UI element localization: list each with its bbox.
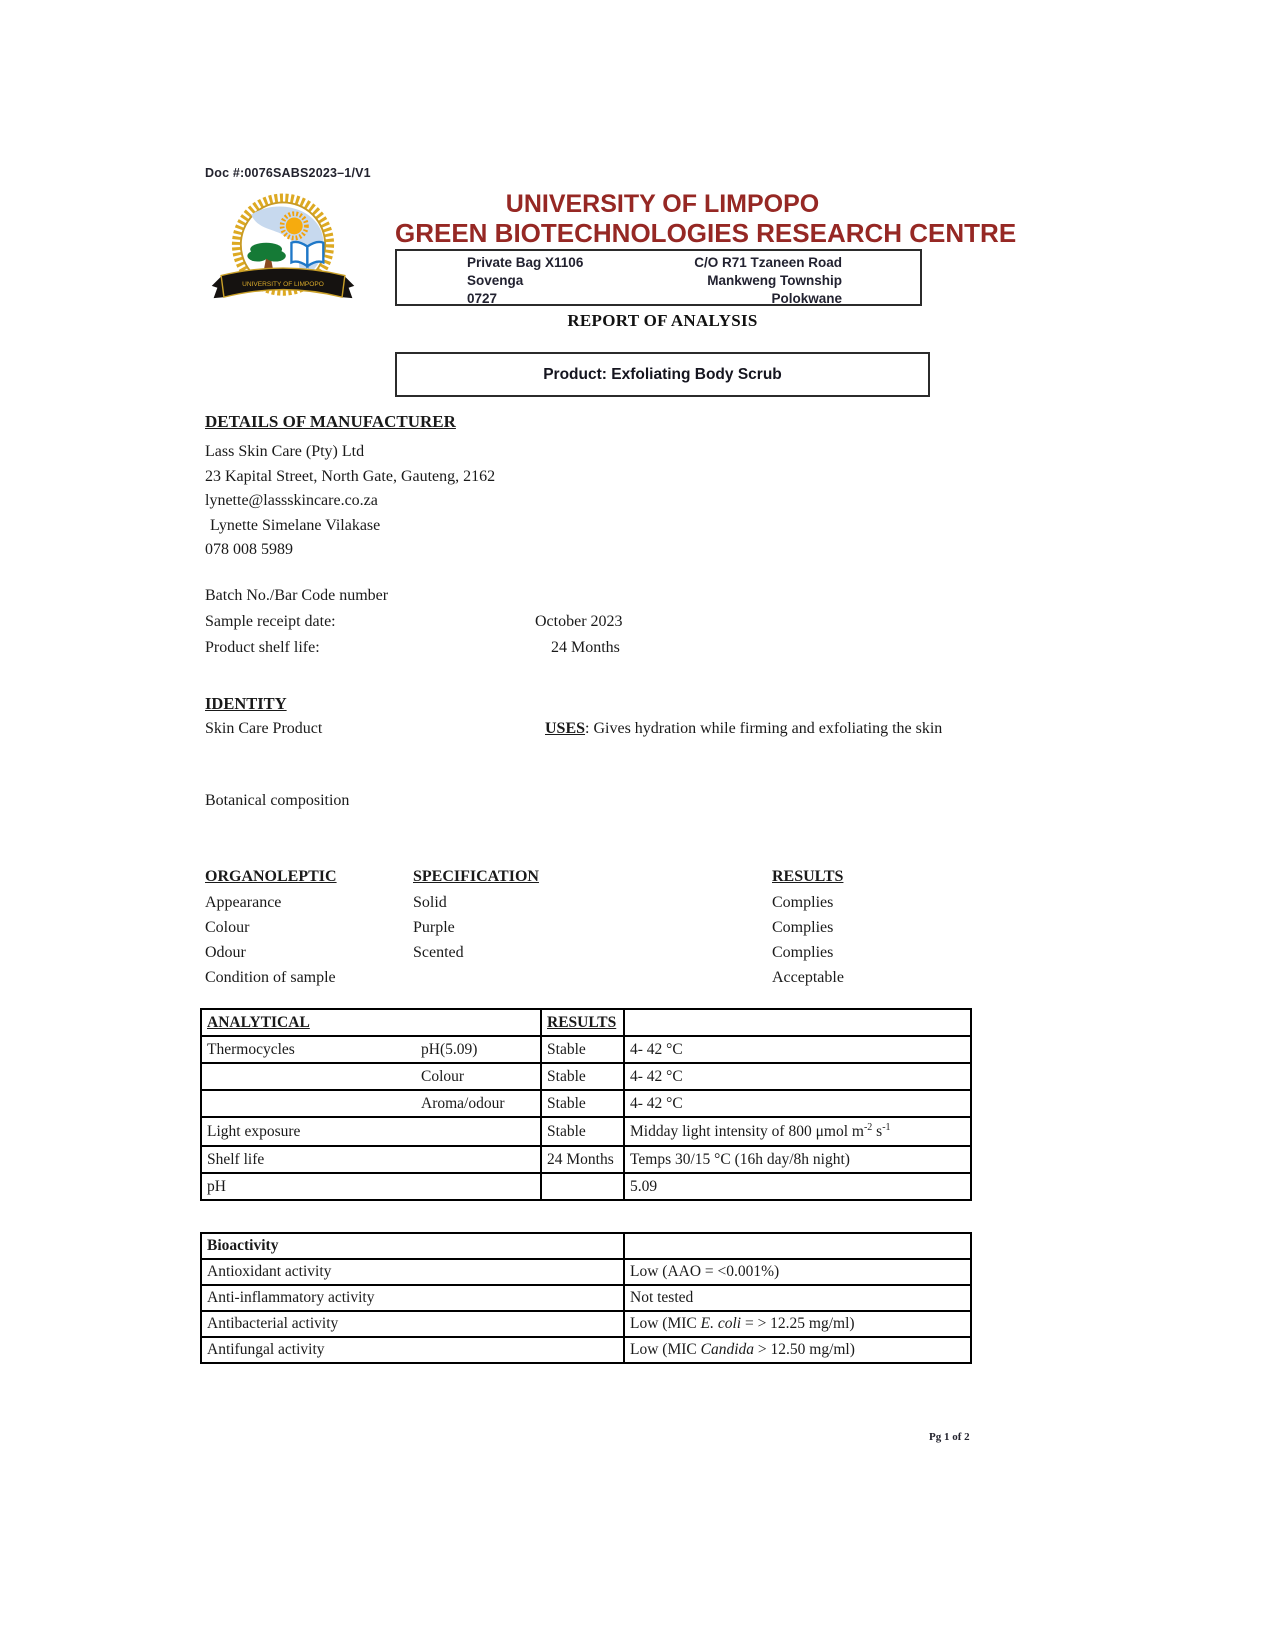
analytical-label: Thermocycles xyxy=(201,1036,416,1063)
organoleptic-result: Complies xyxy=(772,919,834,936)
shelf-life-value: 24 Months xyxy=(551,639,620,656)
product-label: Product: Exfoliating Body Scrub xyxy=(543,365,782,383)
botanical-composition-label: Botanical composition xyxy=(205,792,350,809)
analytical-sublabel: Aroma/odour xyxy=(416,1090,541,1117)
address-line: Sovenga xyxy=(467,273,524,288)
analytical-result: Stable xyxy=(541,1063,624,1090)
analytical-result: Stable xyxy=(541,1036,624,1063)
identity-heading: IDENTITY xyxy=(205,694,287,713)
analytical-detail: 4- 42 °C xyxy=(624,1063,971,1090)
analytical-sublabel xyxy=(416,1117,541,1146)
organoleptic-spec: Scented xyxy=(413,944,464,961)
analytical-label xyxy=(201,1063,416,1090)
table-row xyxy=(201,1259,971,1285)
address-right-column xyxy=(694,254,842,308)
manufacturer-heading: DETAILS OF MANUFACTURER xyxy=(205,412,456,431)
header-title-block xyxy=(395,190,1017,248)
organoleptic-spec xyxy=(413,965,772,990)
table-row xyxy=(201,1285,971,1311)
table-row xyxy=(201,1036,971,1063)
organoleptic-spec: Solid xyxy=(413,894,447,911)
page-number: Pg 1 of 2 xyxy=(929,1431,970,1443)
bioactivity-header-row xyxy=(201,1233,971,1259)
centre-name: GREEN BIOTECHNOLOGIES RESEARCH CENTRE xyxy=(395,218,1017,248)
manufacturer-email: lynette@lassskincare.co.za xyxy=(205,492,378,509)
university-logo xyxy=(208,192,358,321)
shelf-life-label: Product shelf life: xyxy=(205,639,320,656)
manufacturer-name: Lass Skin Care (Pty) Ltd xyxy=(205,443,365,460)
logo-banner-text: UNIVERSITY OF LIMPOPO xyxy=(242,280,324,288)
receipt-date-value: October 2023 xyxy=(535,613,623,630)
analytical-sublabel: pH(5.09) xyxy=(416,1036,541,1063)
analytical-detail: Temps 30/15 °C (16h day/8h night) xyxy=(624,1146,971,1173)
analytical-detail: 5.09 xyxy=(624,1173,971,1200)
analytical-detail: 4- 42 °C xyxy=(624,1090,971,1117)
bioactivity-label: Antifungal activity xyxy=(201,1337,624,1363)
table-row xyxy=(201,1146,971,1173)
table-row xyxy=(201,1117,971,1146)
address-box xyxy=(395,249,922,306)
table-row xyxy=(201,1311,971,1337)
organoleptic-property: Odour xyxy=(205,944,246,961)
address-line: Polokwane xyxy=(771,291,842,306)
address-line: Private Bag X1106 xyxy=(467,255,584,270)
logo-book-icon xyxy=(291,242,323,266)
manufacturer-address: 23 Kapital Street, North Gate, Gauteng, 2162 xyxy=(205,467,496,485)
address-line: C/O R71 Tzaneen Road xyxy=(694,255,842,270)
analytical-header-row xyxy=(201,1009,971,1036)
uses-text: : Gives hydration while firming and exfoliating the skin xyxy=(585,720,943,737)
receipt-date-label: Sample receipt date: xyxy=(205,613,336,630)
bioactivity-table xyxy=(200,1232,972,1364)
table-row xyxy=(201,1063,971,1090)
address-line: Mankweng Township xyxy=(707,273,842,288)
table-row xyxy=(201,1337,971,1363)
analytical-table xyxy=(200,1008,972,1201)
results-header: RESULTS xyxy=(772,868,844,885)
organoleptic-section xyxy=(205,864,970,990)
organoleptic-property: Colour xyxy=(205,919,250,936)
organoleptic-result: Acceptable xyxy=(772,969,844,986)
table-row xyxy=(201,1090,971,1117)
table-row xyxy=(201,1173,971,1200)
bioactivity-label: Anti-inflammatory activity xyxy=(201,1285,624,1311)
bioactivity-value: Not tested xyxy=(624,1285,971,1311)
university-logo-graphic xyxy=(208,192,358,316)
analytical-header: ANALYTICAL xyxy=(207,1013,310,1031)
bioactivity-label: Antibacterial activity xyxy=(201,1311,624,1337)
analytical-results-header: RESULTS xyxy=(547,1013,617,1031)
analytical-label: pH xyxy=(201,1173,416,1200)
organoleptic-result: Complies xyxy=(772,894,834,911)
identity-row xyxy=(205,720,975,738)
organoleptic-property: Condition of sample xyxy=(205,969,336,986)
analytical-detail: 4- 42 °C xyxy=(624,1036,971,1063)
uses-label: USES xyxy=(545,720,586,737)
bioactivity-value: Low (MIC E. coli = > 12.25 mg/ml) xyxy=(624,1311,971,1337)
organoleptic-spec: Purple xyxy=(413,919,455,936)
analytical-result xyxy=(541,1173,624,1200)
manufacturer-details xyxy=(205,440,495,563)
product-box xyxy=(395,352,930,397)
bioactivity-heading: Bioactivity xyxy=(201,1233,624,1259)
analytical-sublabel xyxy=(416,1146,541,1173)
identity-value: Skin Care Product xyxy=(205,720,323,737)
analytical-detail-light-exposure: Midday light intensity of 800 μmol $m^{-2}$ $s^{-1}$ xyxy=(624,1117,971,1146)
analytical-label: Shelf life xyxy=(201,1146,416,1173)
analytical-result: Stable xyxy=(541,1117,624,1146)
organoleptic-header: ORGANOLEPTIC xyxy=(205,868,337,885)
address-line: 0727 xyxy=(467,291,498,306)
address-left-column xyxy=(467,254,583,308)
manufacturer-phone: 078 008 5989 xyxy=(205,541,293,558)
specification-header: SPECIFICATION xyxy=(413,868,539,885)
analytical-sublabel xyxy=(416,1173,541,1200)
bioactivity-label: Antioxidant activity xyxy=(201,1259,624,1285)
organoleptic-property: Appearance xyxy=(205,894,282,911)
organoleptic-result: Complies xyxy=(772,944,834,961)
uses-statement xyxy=(545,720,942,738)
analytical-label: Light exposure xyxy=(201,1117,416,1146)
bioactivity-value: Low (AAO = <0.001%) xyxy=(624,1259,971,1285)
doc-number: Doc #:0076SABS2023–1/V1 xyxy=(205,166,371,180)
analytical-result: 24 Months xyxy=(541,1146,624,1173)
report-title: REPORT OF ANALYSIS xyxy=(567,311,758,330)
analytical-label xyxy=(201,1090,416,1117)
batch-label: Batch No./Bar Code number xyxy=(205,587,389,604)
bioactivity-value: Low (MIC Candida > 12.50 mg/ml) xyxy=(624,1337,971,1363)
university-name: UNIVERSITY OF LIMPOPO xyxy=(505,190,820,218)
analytical-sublabel: Colour xyxy=(416,1063,541,1090)
manufacturer-contact-person: Lynette Simelane Vilakase xyxy=(210,516,381,534)
analytical-result: Stable xyxy=(541,1090,624,1117)
